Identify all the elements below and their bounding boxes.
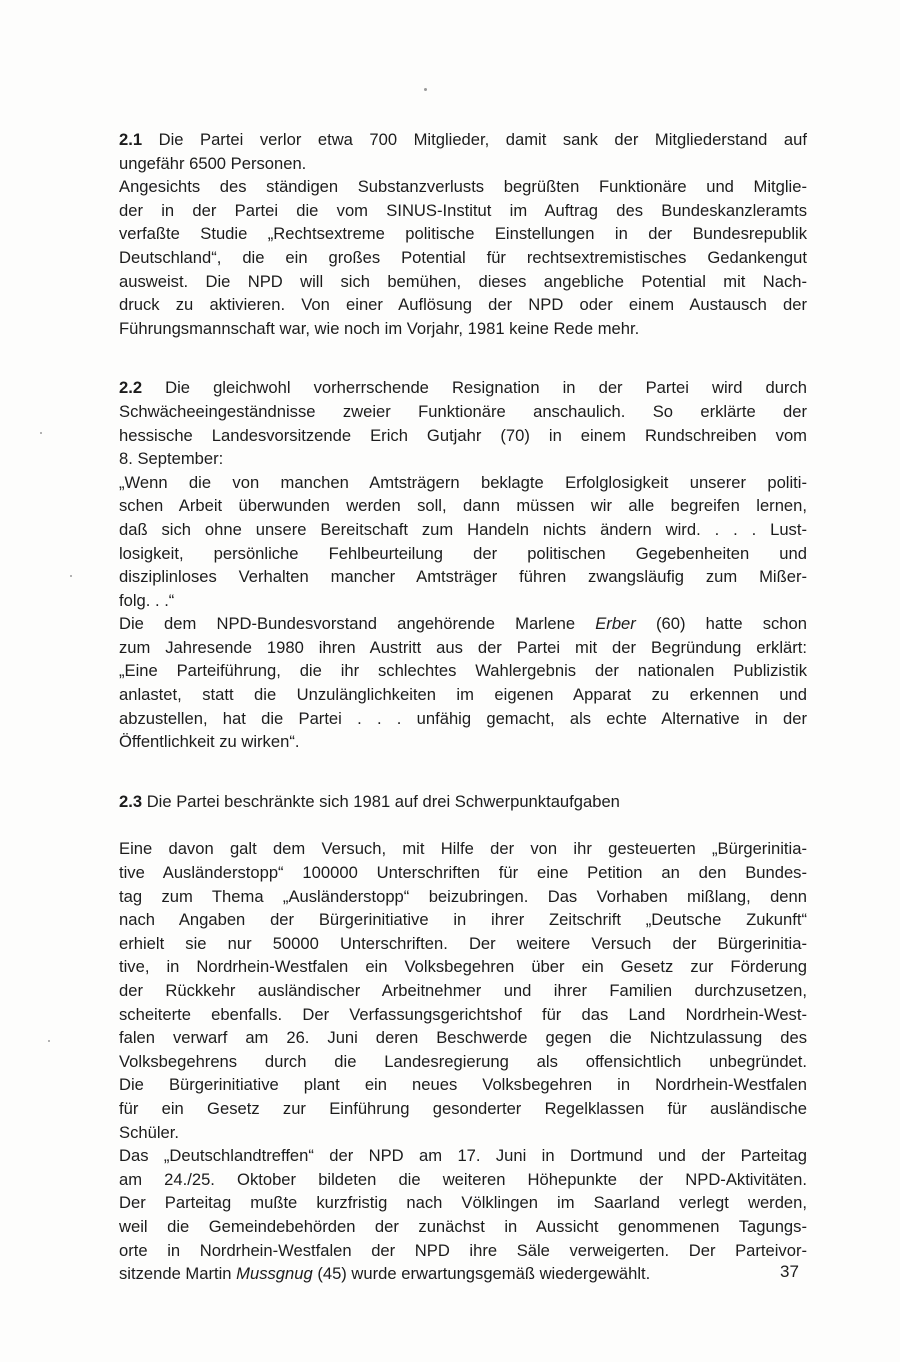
- paragraph-line: tive Ausländerstopp“ 100000 Unterschriften für eine Petition an den Bundes-: [119, 863, 807, 883]
- paragraph-line: tive, in Nordrhein-Westfalen ein Volksbegehren über ein Gesetz zur Förderung: [119, 957, 807, 977]
- section-number: 2.3: [119, 791, 143, 811]
- quote-line: folg. . .“: [119, 590, 175, 610]
- section-number: 2.2: [119, 378, 143, 398]
- paragraph-line: Führungsmannschaft war, wie noch im Vorjahr, 1981 keine Rede mehr.: [119, 318, 640, 338]
- paragraph-line: ungefähr 6500 Personen.: [119, 153, 307, 173]
- scan-speck: [48, 1040, 50, 1042]
- paragraph-line: ausweist. Die NPD will sich bemühen, dieses angebliche Potential mit Nach-: [119, 271, 807, 291]
- paragraph-line: orte in Nordrhein-Westfalen der NPD ihre Säle verweigerten. Der Parteivor-: [119, 1240, 807, 1260]
- paragraph-line: für ein Gesetz zur Einführung gesonderter Regelklassen für ausländische: [119, 1098, 807, 1118]
- paragraph-line: zum Jahresende 1980 ihren Austritt aus der Partei mit der Begründung erklärt:: [119, 637, 807, 657]
- section-first-line: 2.1 Die Partei verlor etwa 700 Mitglieder, damit sank der Mitgliederstand auf: [119, 130, 807, 149]
- paragraph-line: hessische Landesvorsitzende Erich Gutjahr (70) in einem Rundschreiben vom: [119, 425, 807, 445]
- paragraph-line: falen verwarf am 26. Juni deren Beschwerde gegen die Nichtzulassung des: [119, 1028, 807, 1048]
- paragraph-line: druck zu aktivieren. Von einer Auflösung der NPD oder einem Austausch der: [119, 295, 807, 315]
- section-first-line: 2.2 Die gleichwohl vorherrschende Resignation in der Partei wird durch: [119, 378, 807, 398]
- section-2-2: [119, 376, 807, 754]
- document-body: [119, 128, 807, 1286]
- person-name: Erber: [595, 614, 636, 634]
- paragraph-line: der in der Partei die vom SINUS-Institut im Auftrag des Bundeskanzleramts: [119, 200, 807, 220]
- paragraph-line: der Rückkehr ausländischer Arbeitnehmer und ihrer Familien durchzusetzen,: [119, 981, 807, 1000]
- paragraph-line: weil die Gemeindebehörden der zunächst in Aussicht genommenen Tagungs-: [119, 1216, 807, 1236]
- page-number: 37: [780, 1262, 799, 1281]
- quote-line: abzustellen, hat die Partei . . . unfähig gemacht, als echte Alternative in der: [119, 708, 807, 728]
- scan-speck: [70, 575, 72, 577]
- quote-line: anlastet, statt die Unzulänglichkeiten im eigenen Apparat zu erkennen und: [119, 685, 807, 705]
- paragraph-line: Schüler.: [119, 1122, 179, 1142]
- paragraph-line: 8. September:: [119, 449, 224, 469]
- paragraph-line: Die dem NPD-Bundesvorstand angehörende Marlene Erber (60) hatte schon: [119, 614, 807, 634]
- person-name: Mussgnug: [236, 1264, 313, 1284]
- paragraph-line: Der Parteitag mußte kurzfristig nach Völklingen im Saarland verlegt werden,: [119, 1193, 807, 1213]
- paragraph-line: erhielt sie nur 50000 Unterschriften. Der weitere Versuch der Bürgerinitia-: [119, 933, 807, 953]
- paragraph-line: Das „Deutschlandtreffen“ der NPD am 17. Juni in Dortmund und der Parteitag: [119, 1146, 807, 1166]
- section-2-3: [119, 790, 807, 1286]
- quote-line: schen Arbeit überwunden werden soll, dann müssen wir alle begreifen lernen,: [119, 496, 807, 516]
- quote-line: Öffentlichkeit zu wirken“.: [119, 732, 300, 752]
- paragraph-line: scheiterte ebenfalls. Der Verfassungsgerichtshof für das Land Nordrhein-West-: [119, 1004, 807, 1024]
- paragraph-line: Eine davon galt dem Versuch, mit Hilfe der von ihr gesteuerten „Bürgerinitia-: [119, 839, 807, 859]
- quote-line: daß sich ohne unsere Bereitschaft zum Handeln nichts ändern wird. . . . Lust-: [119, 519, 807, 539]
- paragraph-line: Volksbegehrens durch die Landesregierung als offensichtlich unbegründet.: [119, 1051, 807, 1071]
- paragraph-line: verfaßte Studie „Rechtsextreme politische Einstellungen in der Bundesrepublik: [119, 224, 807, 244]
- paragraph-line: Die Bürgerinitiative plant ein neues Volksbegehren in Nordrhein-Westfalen: [119, 1075, 807, 1095]
- paragraph-line: am 24./25. Oktober bildeten die weiteren Höhepunkte der NPD-Aktivitäten.: [119, 1169, 807, 1189]
- scan-speck: [40, 432, 42, 434]
- section-2-1: [119, 128, 807, 340]
- paragraph-line: tag zum Thema „Ausländerstopp“ beizubringen. Das Vorhaben mißlang, denn: [119, 886, 807, 906]
- paragraph-line: nach Angaben der Bürgerinitiative in ihrer Zeitschrift „Deutsche Zukunft“: [119, 910, 807, 930]
- quote-line: „Wenn die von manchen Amtsträgern beklagte Erfolglosigkeit unserer politi-: [119, 472, 807, 492]
- quote-line: disziplinloses Verhalten mancher Amtsträger führen zwangsläufig zum Mißer-: [119, 567, 807, 587]
- scan-speck: [424, 88, 427, 91]
- paragraph-line: Schwächeeingeständnisse zweier Funktionäre anschaulich. So erklärte der: [119, 401, 807, 421]
- quote-line: losigkeit, persönliche Fehlbeurteilung der politischen Gegebenheiten und: [119, 543, 807, 563]
- paragraph-line: sitzende Martin Mussgnug (45) wurde erwartungsgemäß wiedergewählt.: [119, 1264, 651, 1284]
- paragraph-line: Deutschland“, die ein großes Potential für rechtsextremistisches Gedankengut: [119, 247, 807, 267]
- section-number: 2.1: [119, 130, 143, 149]
- quote-line: „Eine Parteiführung, die ihr schlechtes Wahlergebnis der nationalen Publizistik: [119, 661, 807, 681]
- paragraph-line: Angesichts des ständigen Substanzverlusts begrüßten Funktionäre und Mitglie-: [119, 177, 807, 197]
- section-heading: 2.3 Die Partei beschränkte sich 1981 auf drei Schwerpunktaufgaben: [119, 791, 620, 811]
